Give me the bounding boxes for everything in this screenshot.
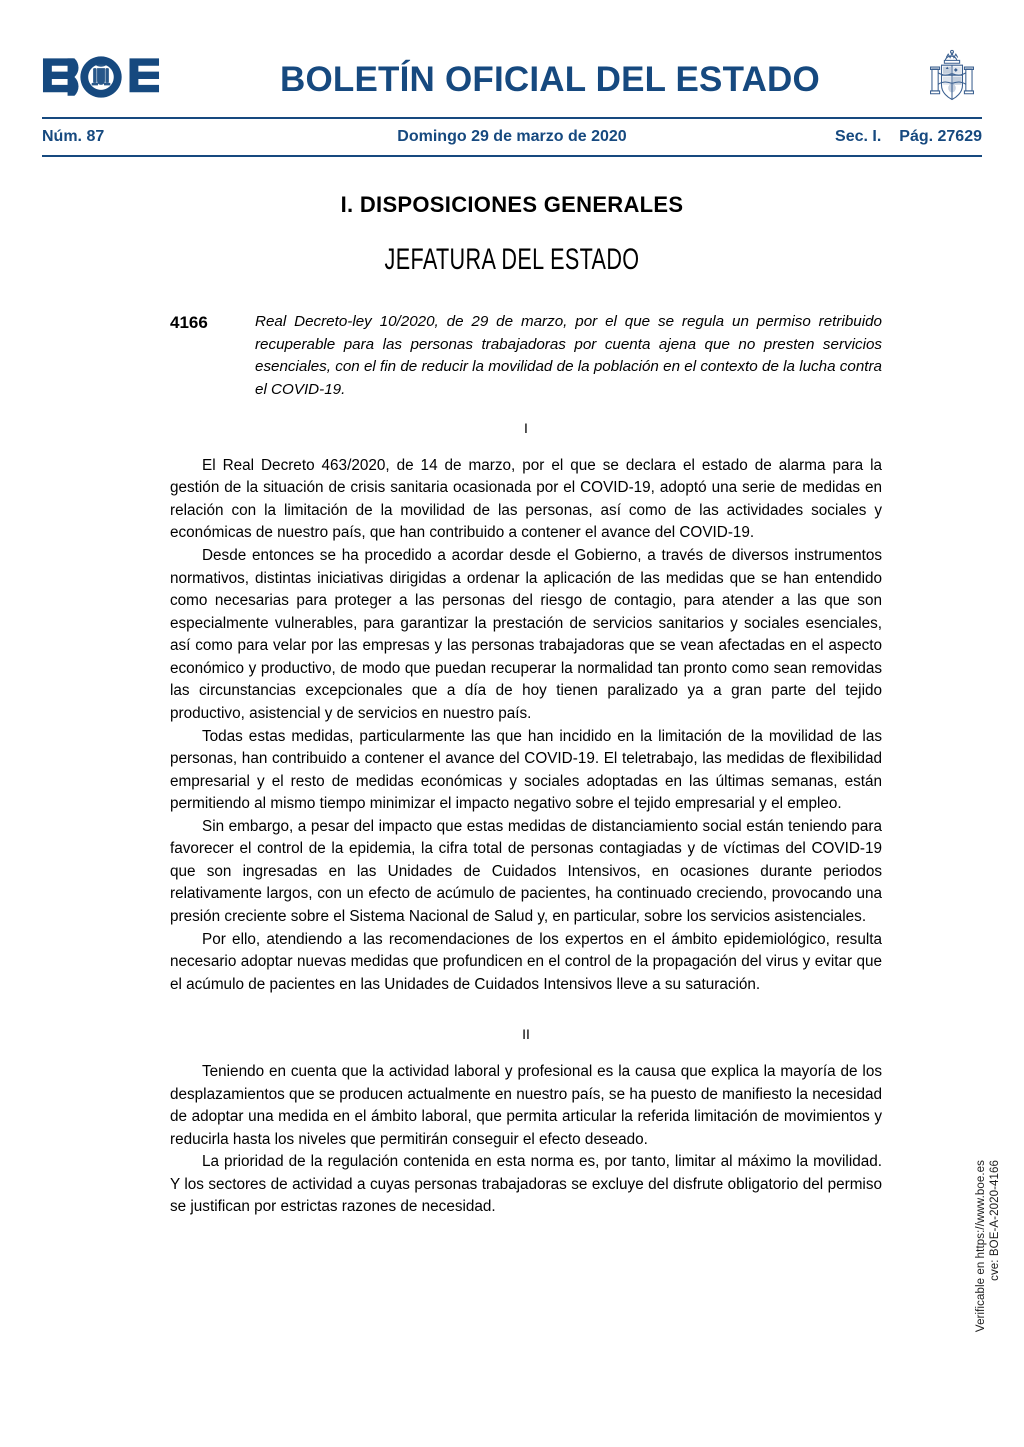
part-one-marker: I xyxy=(524,420,528,436)
paragraph: El Real Decreto 463/2020, de 14 de marzo, por el que se declara el estado de alarma para la gestión de la situación de crisis sanitaria ocasionada por el COVID-19, adoptó una serie de medidas en relación con la limitación de la movilidad de las personas, así como de las actividades sociales y económicas de nuestro país, que han contribuido a contener el avance del COVID-19. xyxy=(170,456,882,542)
decree-number: 4166 xyxy=(170,313,208,332)
organ-heading: JEFATURA DEL ESTADO xyxy=(384,243,640,276)
body-column xyxy=(170,420,882,1219)
masthead-title: BOLETÍN OFICIAL DEL ESTADO xyxy=(280,59,820,99)
paragraph: Desde entonces se ha procedido a acordar desde el Gobierno, a través de diversos instrumentos normativos, distintas iniciativas dirigidas a ordenar la aplicación de las medidas que se han entendido como necesarias para proteger a las personas del riesgo de contagio, para atender a las que son especialmente vulnerables, para garantizar la prestación de servicios sanitarios y sociales esenciales, así como para velar por las empresas y las personas trabajadoras que se vean afectadas en el aspecto económico y productivo, de modo que puedan recuperar la normalidad tan pronto como sean removidas las circunstancias excepcionales que a día de hoy tienen paralizado ya a gran parte del tejido productivo, asistencial y de servicios en nuestro país. xyxy=(170,547,882,722)
header-rule-bottom xyxy=(42,155,982,157)
verification-url: Verificable en https://www.boe.es xyxy=(974,1160,987,1333)
boe-logo-icon xyxy=(42,54,160,104)
cve-sidebar xyxy=(975,1160,1002,1390)
part-two-marker: II xyxy=(522,1026,530,1043)
paragraph: Sin embargo, a pesar del impacto que estas medidas de distanciamiento social están teniendo para favorecer el control de la epidemia, la cifra total de personas contagiadas y de víctimas del COVID-19 que son ingresadas en las Unidades de Cuidados Intensivos, en ocasiones durante periodos relativamente largos, con un efecto de acúmulo de pacientes, ha continuado creciendo, provocando una presión creciente sobre el Sistema Nacional de Salud y, en particular, sobre los servicios asistenciales. xyxy=(170,817,882,926)
section-heading: I. DISPOSICIONES GENERALES xyxy=(340,192,684,217)
paragraph: La prioridad de la regulación contenida en esta norma es, por tanto, limitar al máximo la movilidad. Y los sectores de actividad a cuyas personas trabajadoras se excluye del disfrute obligatorio del permiso se justifican por estrictas razones de necesidad. xyxy=(170,1153,882,1216)
cve-identifier: cve: BOE-A-2020-4166 xyxy=(989,1160,1002,1281)
header-info-line xyxy=(42,121,982,153)
issue-number: Núm. 87 xyxy=(42,128,105,145)
decree-title: Real Decreto-ley 10/2020, de 29 de marzo, por el que se regula un permiso retribuido recuperable para las personas trabajadoras por cuenta ajena que no presten servicios esenciales, con el fin de reducir la movilidad de la población en el contexto de la lucha contra el COVID-19. xyxy=(255,313,882,398)
paragraph: Todas estas medidas, particularmente las que han incidido en la limitación de la movilidad de las personas, han contribuido a contener el avance del COVID-19. El teletrabajo, las medidas de flexibilidad empresarial y el resto de medidas económicas y sociales adoptadas en las últimas semanas, están permitiendo al mismo tiempo minimizar el impacto negativo sobre el tejido empresarial y el empleo. xyxy=(170,727,882,813)
paragraph: Por ello, atendiendo a las recomendaciones de los expertos en el ámbito epidemiológico, resulta necesario adoptar nuevas medidas que profundicen en el control de la propagación del virus y evitar que el acúmulo de pacientes en las Unidades de Cuidados Intensivos lleve a su saturación. xyxy=(170,930,882,993)
spain-coat-of-arms-icon xyxy=(922,48,982,110)
publication-date: Domingo 29 de marzo de 2020 xyxy=(397,128,627,145)
decree-title-block xyxy=(170,311,882,401)
header-rule-top xyxy=(42,117,982,119)
section-and-page xyxy=(752,128,982,146)
section-label: Sec. I. xyxy=(835,128,882,145)
page-label: Pág. 27629 xyxy=(899,128,982,145)
masthead xyxy=(42,48,982,110)
paragraph: Teniendo en cuenta que la actividad laboral y profesional es la causa que explica la mayoría de los desplazamientos que se producen actualmente en nuestro país, se ha puesto de manifiesto la necesidad de adoptar una medida en el ámbito laboral, que permita articular la referida limitación de movimientos y reducirla hasta los niveles que permitirán conseguir el efecto deseado. xyxy=(170,1063,882,1148)
